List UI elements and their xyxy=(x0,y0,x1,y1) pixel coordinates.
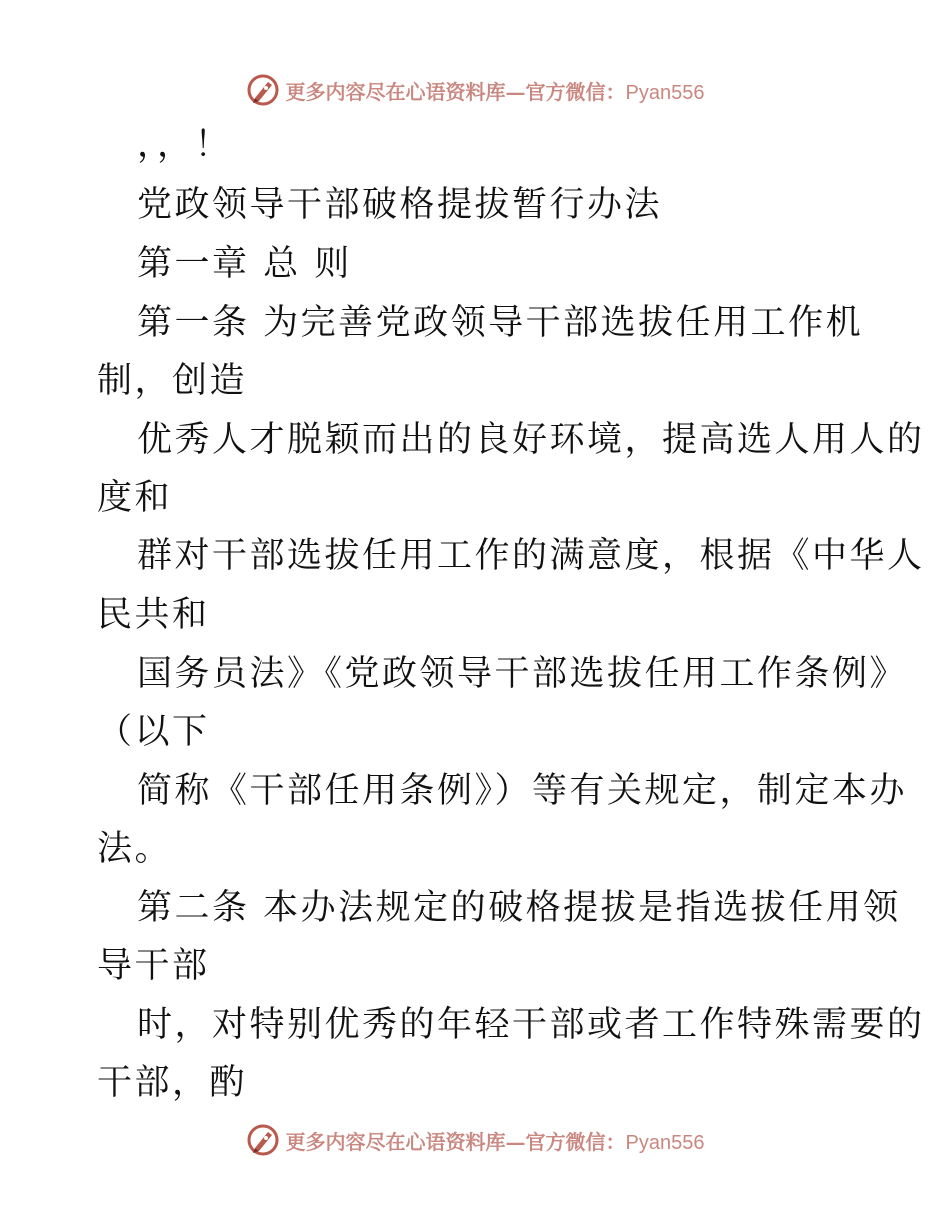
text-line: 民共和 xyxy=(97,595,210,635)
text-line: 国务员法》《党政领导干部选拔任用工作条例》 xyxy=(137,654,908,694)
text-line: 干部，酌 xyxy=(97,1063,248,1103)
document-title: 党政领导干部破格提拔暂行办法 xyxy=(137,185,663,225)
text-line: 制，创造 xyxy=(97,361,248,401)
pen-logo-icon xyxy=(246,1123,280,1157)
watermark-text: 更多内容尽在心语资料库—官方微信：Pyan556 xyxy=(285,79,705,104)
text-line: 优秀人才脱颖而出的良好环境，提高选人用人的 xyxy=(137,420,925,460)
text-line: 导干部 xyxy=(97,946,210,986)
footer-watermark xyxy=(0,1120,950,1160)
text-line: 度和 xyxy=(97,478,173,518)
text-line: 第二条 本办法规定的破格提拔是指选拔任用领 xyxy=(137,888,901,928)
text-line: 时，对特别优秀的年轻干部或者工作特殊需要的 xyxy=(137,1005,925,1045)
text-line: 简称《干部任用条例》）等有关规定，制定本办 xyxy=(137,771,908,811)
text-line: ，，！ xyxy=(137,125,233,165)
chapter-heading: 第一章 总 则 xyxy=(137,244,352,284)
text-line: 群对干部选拔任用工作的满意度，根据《中华人 xyxy=(137,536,925,576)
text-line: 第一条 为完善党政领导干部选拔任用工作机 xyxy=(137,303,864,343)
watermark-text: 更多内容尽在心语资料库—官方微信：Pyan556 xyxy=(285,1129,705,1154)
text-line: （以下 xyxy=(97,712,210,752)
text-line: 法。 xyxy=(97,829,173,869)
